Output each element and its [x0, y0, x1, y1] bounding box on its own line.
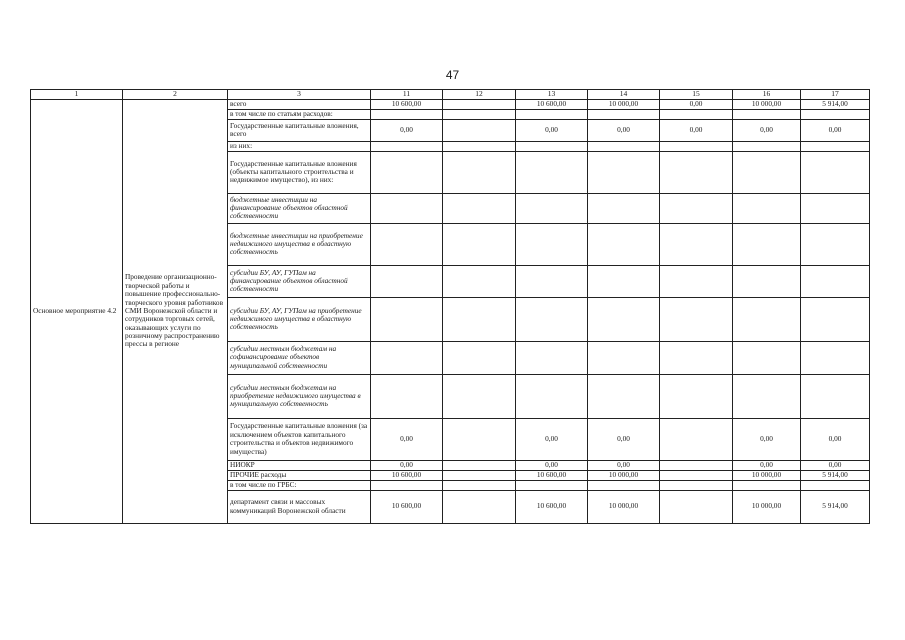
value-cell [516, 141, 588, 151]
value-cell: 10 600,00 [516, 470, 588, 480]
value-cell [443, 223, 516, 265]
value-cell [801, 297, 870, 341]
row-label: в том числе по ГРБС: [228, 480, 371, 490]
value-cell: 0,00 [588, 119, 660, 141]
value-cell [443, 374, 516, 418]
value-cell: 10 000,00 [588, 99, 660, 109]
value-cell [443, 119, 516, 141]
value-cell: 10 600,00 [516, 490, 588, 523]
value-cell: 10 600,00 [371, 470, 443, 480]
value-cell [588, 151, 660, 193]
row-label: Государственные капитальные вложения (за исключением объектов капитального строительства и объектов недвижимого имущества) [228, 418, 371, 460]
value-cell [660, 265, 733, 297]
value-cell [443, 265, 516, 297]
value-cell [371, 193, 443, 223]
column-header: 14 [588, 90, 660, 100]
value-cell [371, 341, 443, 374]
row-label: субсидии местным бюджетам на приобретение недвижимого имущества в муниципальную собственность [228, 374, 371, 418]
value-cell [516, 480, 588, 490]
value-cell [443, 99, 516, 109]
value-cell [371, 223, 443, 265]
value-cell: 0,00 [588, 418, 660, 460]
value-cell [588, 374, 660, 418]
value-cell [733, 265, 801, 297]
value-cell [588, 109, 660, 119]
value-cell [801, 341, 870, 374]
column-header: 17 [801, 90, 870, 100]
value-cell [660, 109, 733, 119]
value-cell [660, 470, 733, 480]
value-cell [660, 141, 733, 151]
value-cell: 10 000,00 [588, 490, 660, 523]
value-cell [516, 151, 588, 193]
row-label: ПРОЧИЕ расходы [228, 470, 371, 480]
value-cell [371, 374, 443, 418]
value-cell [371, 141, 443, 151]
value-cell [443, 141, 516, 151]
value-cell [516, 297, 588, 341]
row-label: субсидии местным бюджетам на софинансирование объектов муниципальной собственности [228, 341, 371, 374]
value-cell: 10 600,00 [516, 99, 588, 109]
row-label: департамент связи и массовых коммуникаций Воронежской области [228, 490, 371, 523]
value-cell [588, 341, 660, 374]
value-cell [660, 193, 733, 223]
value-cell [733, 480, 801, 490]
page-number: 47 [445, 68, 460, 82]
value-cell [660, 341, 733, 374]
value-cell: 10 000,00 [588, 470, 660, 480]
value-cell [733, 151, 801, 193]
value-cell: 10 000,00 [733, 490, 801, 523]
row-label: Государственные капитальные вложения, всего [228, 119, 371, 141]
value-cell [660, 151, 733, 193]
value-cell: 5 914,00 [801, 490, 870, 523]
value-cell [801, 223, 870, 265]
value-cell: 0,00 [733, 418, 801, 460]
column-header: 13 [516, 90, 588, 100]
value-cell [443, 418, 516, 460]
event-description-cell: Проведение организационно-творческой работы и повышение профессионально-творческого уровня работников СМИ Воронежской области и сотрудников торговых сетей, оказывающих услуги по розничному распространению прессы в регионе [123, 99, 228, 523]
column-header: 2 [123, 90, 228, 100]
value-cell [516, 265, 588, 297]
value-cell: 5 914,00 [801, 470, 870, 480]
value-cell [588, 223, 660, 265]
value-cell [443, 151, 516, 193]
value-cell: 10 600,00 [371, 99, 443, 109]
value-cell [588, 193, 660, 223]
value-cell: 0,00 [801, 119, 870, 141]
budget-table [30, 89, 870, 524]
value-cell: 5 914,00 [801, 99, 870, 109]
value-cell [801, 193, 870, 223]
value-cell: 10 000,00 [733, 99, 801, 109]
value-cell [443, 297, 516, 341]
value-cell [443, 193, 516, 223]
value-cell [516, 223, 588, 265]
value-cell: 10 600,00 [371, 490, 443, 523]
column-header: 15 [660, 90, 733, 100]
row-label: всего [228, 99, 371, 109]
value-cell [371, 297, 443, 341]
value-cell [443, 341, 516, 374]
value-cell [443, 470, 516, 480]
row-label: НИОКР [228, 460, 371, 470]
row-label: Государственные капитальные вложения (объекты капитального строительства и недвижимое имущество), из них: [228, 151, 371, 193]
value-cell [801, 141, 870, 151]
value-cell [660, 480, 733, 490]
event-name-cell: Основное мероприятие 4.2 [31, 99, 123, 523]
value-cell: 0,00 [801, 418, 870, 460]
column-header: 16 [733, 90, 801, 100]
value-cell [443, 480, 516, 490]
value-cell [516, 374, 588, 418]
value-cell [660, 460, 733, 470]
row-label: субсидии БУ, АУ, ГУПам на приобретение недвижимого имущества в областную собственность [228, 297, 371, 341]
column-header: 3 [228, 90, 371, 100]
value-cell [371, 265, 443, 297]
value-cell [801, 480, 870, 490]
value-cell: 0,00 [660, 119, 733, 141]
table-row [31, 99, 870, 109]
value-cell [516, 109, 588, 119]
value-cell [733, 193, 801, 223]
value-cell [660, 418, 733, 460]
value-cell: 0,00 [371, 418, 443, 460]
column-header: 11 [371, 90, 443, 100]
value-cell [516, 193, 588, 223]
value-cell [733, 341, 801, 374]
value-cell [588, 297, 660, 341]
value-cell [733, 109, 801, 119]
value-cell [733, 374, 801, 418]
value-cell: 0,00 [733, 119, 801, 141]
value-cell [516, 341, 588, 374]
value-cell [443, 490, 516, 523]
value-cell: 0,00 [516, 418, 588, 460]
value-cell [371, 480, 443, 490]
value-cell: 0,00 [371, 119, 443, 141]
value-cell: 0,00 [588, 460, 660, 470]
value-cell [801, 374, 870, 418]
value-cell: 0,00 [516, 460, 588, 470]
value-cell [660, 490, 733, 523]
value-cell [733, 141, 801, 151]
row-label: в том числе по статьям расходов: [228, 109, 371, 119]
value-cell: 0,00 [516, 119, 588, 141]
value-cell: 0,00 [801, 460, 870, 470]
value-cell: 10 000,00 [733, 470, 801, 480]
value-cell [588, 480, 660, 490]
column-header: 1 [31, 90, 123, 100]
row-label: бюджетные инвестиции на приобретение недвижимого имущества в областную собственность [228, 223, 371, 265]
row-label: из них: [228, 141, 371, 151]
value-cell [801, 151, 870, 193]
row-label: субсидии БУ, АУ, ГУПам на финансирование объектов областной собственности [228, 265, 371, 297]
value-cell [588, 141, 660, 151]
value-cell [733, 297, 801, 341]
column-header: 12 [443, 90, 516, 100]
value-cell [371, 151, 443, 193]
value-cell [371, 109, 443, 119]
value-cell [801, 265, 870, 297]
value-cell: 0,00 [660, 99, 733, 109]
value-cell [443, 460, 516, 470]
value-cell [733, 223, 801, 265]
value-cell [660, 223, 733, 265]
row-label: бюджетные инвестиции на финансирование объектов областной собственности [228, 193, 371, 223]
value-cell [660, 374, 733, 418]
value-cell: 0,00 [733, 460, 801, 470]
header-row [31, 90, 870, 100]
value-cell [588, 265, 660, 297]
value-cell [443, 109, 516, 119]
value-cell: 0,00 [371, 460, 443, 470]
value-cell [660, 297, 733, 341]
value-cell [801, 109, 870, 119]
